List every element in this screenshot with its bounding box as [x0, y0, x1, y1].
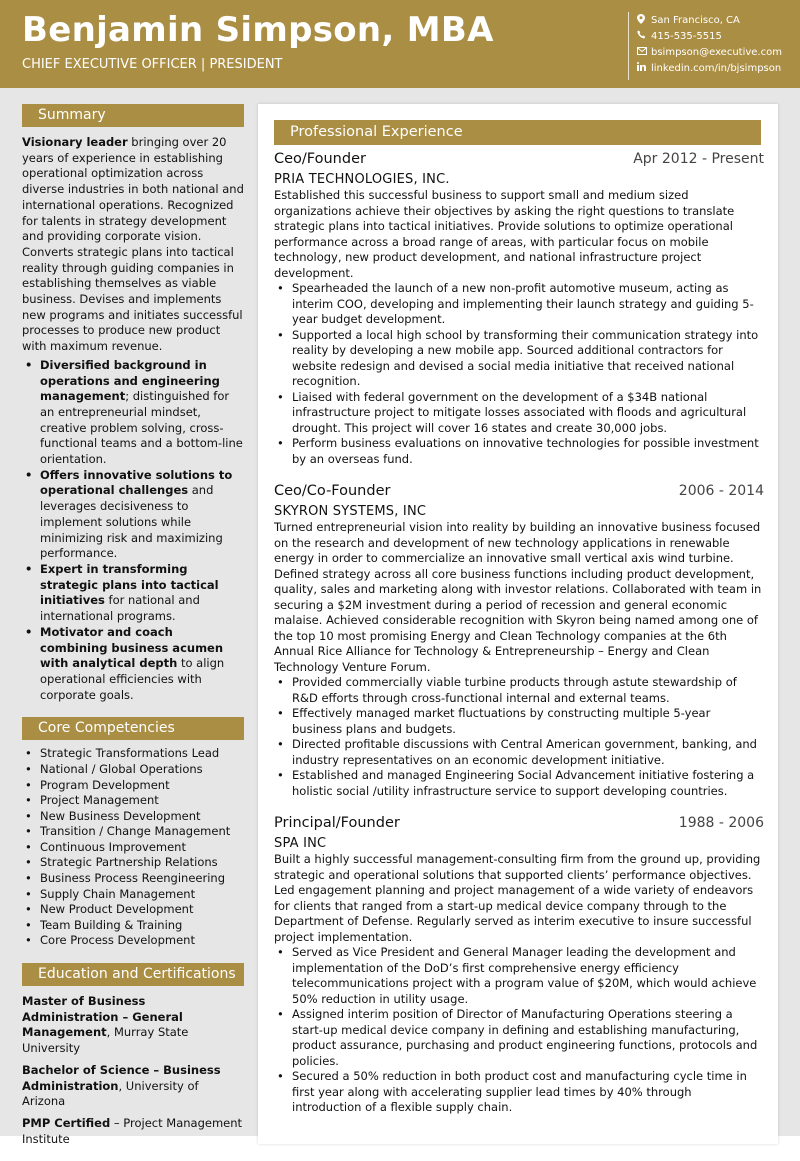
list-item: • New Business Development	[22, 809, 244, 825]
bullet-text: for national and international programs.	[40, 593, 200, 624]
education-item	[22, 994, 244, 1057]
list-item: • Liaised with federal government on the development of a $34B national infrastructure project to mitigate losses associated with floods and agricultural drought. This project will cover 16 states and create 30,000 jobs.	[274, 390, 764, 437]
job-dates: Apr 2012 - Present	[633, 151, 764, 167]
list-item: • Assigned interim position of Director of Manufacturing Operations steering a start-up medical device company in defining and establishing manufacturing, product assurance, purchasing and product engineering functions, protocols and policies.	[274, 1007, 764, 1069]
competencies-list	[22, 740, 244, 949]
experience-content	[274, 120, 764, 1132]
candidate-title: CHIEF EXECUTIVE OFFICER | PRESIDENT	[22, 57, 283, 72]
job-company: SKYRON SYSTEMS, INC	[274, 504, 427, 519]
job-entry	[274, 151, 764, 467]
bullet-text: and leverages decisiveness to implement solutions while minimizing risk and maximizing performance.	[40, 483, 223, 561]
degree-name: Master of Business Administration – General Management	[22, 994, 183, 1040]
resume-header	[0, 0, 800, 88]
list-item: • National / Global Operations	[22, 762, 244, 778]
list-item: • Strategic Partnership Relations	[22, 855, 244, 871]
job-bullets	[274, 675, 764, 799]
job-description: Built a highly successful management-consulting firm from the ground up, providing strategic and operational solutions that supported clients’ performance objectives. Led engagement planning and project management of a wide variety of endeavors for clients that ranged from a start-up medical device company through to the Department of Defense. Regularly served as interim executive to insure successful project implementation.	[274, 852, 761, 944]
education-section	[22, 963, 244, 1147]
bullet-bold: Expert in transforming strategic plans into tactical initiatives	[40, 561, 219, 608]
job-role: Ceo/Co-Founder	[274, 483, 391, 499]
summary-section	[22, 104, 244, 703]
summary-bullets	[22, 358, 244, 703]
job-header	[274, 815, 764, 835]
linkedin-link[interactable]: linkedin.com/in/bjsimpson	[651, 62, 782, 74]
phone-icon	[637, 30, 651, 42]
list-item: • Team Building & Training	[22, 918, 244, 934]
candidate-name: Benjamin Simpson, MBA	[22, 10, 494, 50]
location-text: San Francisco, CA	[651, 14, 740, 26]
contact-linkedin[interactable]	[637, 60, 782, 76]
job-header	[274, 483, 764, 503]
summary-heading: Summary	[22, 104, 244, 127]
contact-email[interactable]	[637, 44, 782, 60]
list-item: • Business Process Reengineering	[22, 871, 244, 887]
left-column	[22, 104, 244, 1161]
list-item: • Strategic Transformations Lead	[22, 746, 244, 762]
list-item: • Provided commercially viable turbine products through astute stewardship of R&D efforts through cross-functional internal and external teams.	[274, 675, 764, 706]
education-item	[22, 1063, 244, 1110]
summary-lead: Visionary leader	[22, 135, 128, 149]
list-item: • New Product Development	[22, 902, 244, 918]
list-item: • Project Management	[22, 793, 244, 809]
bullet-bold: Motivator and coach combining business acumen with analytical depth	[40, 624, 224, 671]
job-bullets	[274, 281, 764, 467]
location-pin-icon	[637, 14, 651, 27]
linkedin-icon	[637, 62, 651, 74]
contact-info	[628, 12, 782, 80]
list-item: • Program Development	[22, 778, 244, 794]
education-heading: Education and Certifications	[22, 963, 244, 986]
envelope-icon	[637, 47, 651, 58]
bullet-text: ; distinguished for an entrepreneurial mindset, creative problem solving, cross-functional teams and a bottom-line orientation.	[40, 389, 243, 467]
list-item: • Established and managed Engineering Social Advancement initiative fostering a holistic social /utility infrastructure service to support developing countries.	[274, 768, 764, 799]
summary-body	[22, 127, 244, 703]
job-header	[274, 151, 764, 171]
job-description: Turned entrepreneurial vision into reality by building an innovative business focused on the research and development of new technology applications in renewable energy in order to commercialize an innovative small vertical axis wind turbine. Defined strategy across all core business functions including product development, quality, sales and marketing along with investor relations. Collaborated with team in securing a $2M investment during a period of recession and general economic malaise. Achieved considerable recognition with Skyron being named among one of the top 10 most promising Energy and Clean Technology companies at the 6th Annual Rice Alliance for Technology & Entrepreneurship – Energy and Clean Technology Venture Forum.	[274, 520, 762, 674]
summary-text: bringing over 20 years of experience in establishing operational optimization across diverse industries in both national and international operations. Recognized for talents in strategy development and providing corporate vision. Converts strategic plans into tactical reality through guiding companies in establishing themselves as viable business. Devises and implements new programs and initiates successful processes to produce new product with maximum revenue.	[22, 135, 244, 354]
list-item: • Effectively managed market fluctuations by constructing multiple 5-year business plans and budgets.	[274, 706, 764, 737]
experience-heading: Professional Experience	[274, 120, 761, 145]
job-entry	[274, 815, 764, 1116]
list-item	[22, 468, 244, 562]
job-role: Principal/Founder	[274, 815, 400, 831]
job-description: Established this successful business to support small and medium sized organizations achieve their objectives by asking the right questions to translate strategic plans into tactical initiatives. Provide solutions to optimize operational performance across a broad range of areas, with particular focus on mobile technology, new product development, and national infrastructure project development.	[274, 188, 735, 280]
list-item: • Core Process Development	[22, 933, 244, 949]
list-item: • Secured a 50% reduction in both product cost and manufacturing cycle time in first year along with accelerating supplier lead times by 40% through introduction of a flexible supply chain.	[274, 1069, 764, 1116]
list-item: • Perform business evaluations on innovative technologies for possible investment by an overseas fund.	[274, 436, 764, 467]
education-item	[22, 1116, 244, 1147]
list-item	[22, 625, 244, 704]
phone-text: 415-535-5515	[651, 30, 722, 42]
degree-name: Bachelor of Science – Business Administration	[22, 1062, 221, 1093]
institution: , University of Arizona	[22, 1078, 199, 1109]
education-body	[22, 986, 244, 1147]
job-dates: 2006 - 2014	[678, 483, 764, 499]
list-item	[22, 562, 244, 625]
bullet-bold: Diversified background in operations and engineering management	[40, 357, 220, 404]
list-item: • Transition / Change Management	[22, 824, 244, 840]
job-dates: 1988 - 2006	[678, 815, 764, 831]
degree-name: PMP Certified	[22, 1115, 111, 1130]
institution: – Project Management Institute	[22, 1115, 243, 1146]
institution: , Murray State University	[22, 1025, 189, 1056]
list-item: • Directed profitable discussions with Central American government, banking, and industry representatives on an economic development initiative.	[274, 737, 764, 768]
list-item	[22, 358, 244, 468]
list-item: • Supported a local high school by transforming their communication strategy into reality by developing a new mobile app. Sourced additional contractors for website redesign and devised a social media initiative that received national recognition.	[274, 328, 764, 390]
bullet-text: to align operational efficiencies with corporate goals.	[40, 656, 225, 702]
competencies-heading: Core Competencies	[22, 717, 244, 740]
job-company: PRIA TECHNOLOGIES, INC.	[274, 172, 450, 187]
job-bullets	[274, 945, 764, 1116]
list-item: • Continuous Improvement	[22, 840, 244, 856]
email-link[interactable]: bsimpson@executive.com	[651, 46, 782, 58]
experience-panel	[258, 104, 778, 1144]
job-company: SPA INC	[274, 836, 327, 851]
list-item: • Spearheaded the launch of a new non-profit automotive museum, acting as interim COO, developing and implementing their launch strategy and guiding 5-year budget development.	[274, 281, 764, 328]
job-role: Ceo/Founder	[274, 151, 366, 167]
list-item: • Supply Chain Management	[22, 887, 244, 903]
job-entry	[274, 483, 764, 799]
competencies-section	[22, 717, 244, 949]
bullet-bold: Offers innovative solutions to operational challenges	[40, 467, 233, 498]
contact-phone	[637, 28, 782, 44]
list-item: • Served as Vice President and General Manager leading the development and implementation of the DoD’s first comprehensive energy efficiency telecommunications project with a program value of $20M, which would achieve 50% reduction in utility usage.	[274, 945, 764, 1007]
summary-paragraph	[22, 135, 244, 355]
contact-location	[637, 12, 782, 28]
